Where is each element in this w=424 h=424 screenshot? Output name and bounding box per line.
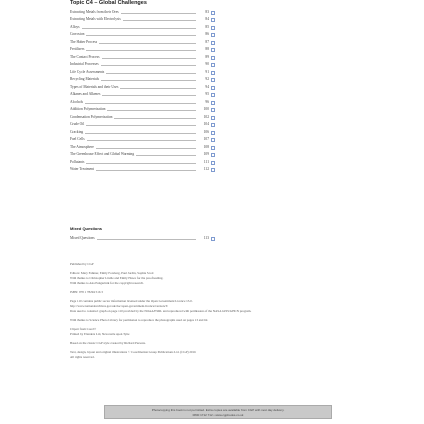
checkbox[interactable]	[211, 237, 215, 241]
toc-row[interactable]	[70, 120, 215, 128]
toc-row[interactable]	[70, 22, 215, 30]
checkbox[interactable]	[211, 18, 215, 22]
dot-leader	[99, 43, 196, 44]
dot-leader	[136, 155, 196, 156]
toc-title: Corrosion	[70, 32, 85, 37]
checkbox[interactable]	[211, 146, 215, 150]
toc-page-number: 83	[205, 9, 209, 14]
toc-title: Life Cycle Assessments	[70, 69, 105, 74]
dot-leader	[82, 28, 196, 29]
toc-page-number: 112	[203, 167, 209, 172]
checkbox[interactable]	[211, 101, 215, 105]
imprint-line: Based on the classic CGP style created by Richard Parsons.	[70, 341, 146, 345]
dot-leader	[123, 20, 196, 21]
toc-page-number: 108	[203, 144, 209, 149]
checkbox[interactable]	[211, 11, 215, 15]
toc-title: Alkanes and Alkenes	[70, 92, 101, 97]
toc-title: The Atmosphere	[70, 144, 94, 149]
photocopy-notice	[104, 405, 332, 419]
imprint-line: Published by CGP	[70, 262, 94, 266]
toc-page-number: 106	[203, 129, 209, 134]
toc-title: The Contact Process	[70, 54, 100, 59]
imprint-line: Data used to construct graph on page 110 provided by the NOAA/ESRL and reproduced with permission of the NASA GISS/GHCN program.	[70, 309, 252, 313]
toc-row[interactable]	[70, 97, 215, 105]
toc-row[interactable]	[70, 7, 215, 15]
dot-leader	[107, 110, 196, 111]
checkbox[interactable]	[211, 153, 215, 157]
toc-title: The Greenhouse Effect and Global Warming	[70, 152, 135, 157]
toc-title: Alcohols	[70, 99, 83, 104]
toc-row[interactable]	[70, 60, 215, 68]
toc-page-number: 84	[205, 17, 209, 22]
toc-title: Types of Materials and their Uses	[70, 84, 119, 89]
toc-title: Extracting Metals from their Ores	[70, 9, 119, 14]
imprint-line: With thanks to Christopher Lindle and Emily Howe for the proofreading.	[70, 276, 164, 280]
toc-page-number: 100	[203, 107, 209, 112]
checkbox[interactable]	[211, 116, 215, 120]
checkbox[interactable]	[211, 138, 215, 142]
dot-leader	[86, 163, 196, 164]
toc-row[interactable]	[70, 150, 215, 158]
toc-title: Mixed Questions	[70, 235, 95, 240]
toc-row[interactable]	[70, 75, 215, 83]
toc-row[interactable]	[70, 45, 215, 53]
checkbox[interactable]	[211, 131, 215, 135]
dot-leader	[86, 35, 196, 36]
dot-leader	[101, 80, 196, 81]
toc-title: Cracking	[70, 129, 84, 134]
toc-row[interactable]	[70, 165, 215, 173]
imprint-line: Page 110 contains public sector information licensed under the Open Government Licence v3.0.	[70, 299, 193, 303]
toc-page-number: 91	[205, 69, 209, 74]
toc-title: The Haber Process	[70, 39, 98, 44]
table-of-contents	[70, 7, 215, 172]
checkbox[interactable]	[211, 33, 215, 37]
toc-page-number: 88	[205, 47, 209, 52]
checkbox[interactable]	[211, 48, 215, 52]
toc-row[interactable]	[70, 67, 215, 75]
section-header: Topic C4 – Global Challenges	[70, 0, 147, 6]
notice-contact: 0800 1712 712 • www.cgpbooks.co.uk	[192, 412, 244, 417]
imprint-line: With thanks to Science Photo Library for permission to reproduce the photographs used on pages 13 and 62.	[70, 318, 209, 322]
toc-page-number: 107	[203, 137, 209, 142]
toc-row[interactable]	[70, 105, 215, 113]
toc-title: Alloys	[70, 24, 80, 29]
imprint-block	[70, 262, 340, 360]
dot-leader	[114, 118, 196, 119]
toc-title: Condensation Polymerisation	[70, 114, 113, 119]
toc-page-number: 95	[205, 92, 209, 97]
dot-leader	[96, 170, 196, 171]
notice-line: Photocopying this book is not permitted. Extra copies are available from CGP with next day delivery.	[151, 408, 285, 412]
dot-leader	[102, 58, 196, 59]
toc-page-number: 86	[205, 32, 209, 37]
checkbox[interactable]	[211, 78, 215, 82]
toc-page-number: 90	[205, 62, 209, 67]
toc-title: Fuel Cells	[70, 137, 85, 142]
toc-row-mixed-questions[interactable]	[70, 233, 215, 241]
imprint-line: Clipart from Corel®	[70, 327, 97, 331]
checkbox[interactable]	[211, 123, 215, 127]
toc-page-number: 104	[203, 122, 209, 127]
toc-title: Fertilisers	[70, 47, 85, 52]
checkbox[interactable]	[211, 56, 215, 60]
imprint-line: Text, design, layout and original illustrations © Coordination Group Publications Ltd. (CGP) 2016	[70, 350, 196, 354]
dot-leader	[121, 13, 196, 14]
imprint-line: ISBN: 978 1 78294 516 3	[70, 290, 103, 294]
toc-row[interactable]	[70, 135, 215, 143]
toc-title: Pollutants	[70, 159, 85, 164]
imprint-line: All rights reserved.	[70, 355, 95, 359]
toc-row[interactable]	[70, 142, 215, 150]
imprint-line: Printed by Elanders Ltd, Newcastle upon Tyne	[70, 332, 130, 336]
imprint-line: http://www.nationalarchives.gov.uk/doc/open-government-licence/version/3/	[70, 304, 168, 308]
toc-page-number: 102	[203, 114, 209, 119]
toc-page-number: 85	[205, 24, 209, 29]
toc-row[interactable]	[70, 112, 215, 120]
dot-leader	[86, 125, 196, 126]
checkbox[interactable]	[211, 108, 215, 112]
toc-page-number: 109	[203, 152, 209, 157]
dot-leader	[106, 73, 196, 74]
toc-row[interactable]	[70, 127, 215, 135]
mixed-questions-heading: Mixed Questions	[70, 226, 103, 231]
checkbox[interactable]	[211, 86, 215, 90]
toc-page-number: 92	[205, 77, 209, 82]
toc-title: Crude Oil	[70, 122, 85, 127]
toc-title: Extracting Metals with Electrolysis	[70, 17, 121, 22]
toc-page-number: 89	[205, 54, 209, 59]
toc-row[interactable]	[70, 52, 215, 60]
dot-leader	[97, 239, 196, 240]
checkbox[interactable]	[211, 161, 215, 165]
checkbox[interactable]	[211, 93, 215, 97]
dot-leader	[101, 65, 196, 66]
toc-row[interactable]	[70, 37, 215, 45]
toc-row[interactable]	[70, 15, 215, 23]
dot-leader	[102, 95, 196, 96]
toc-page-number: 96	[205, 99, 209, 104]
dot-leader	[87, 140, 196, 141]
checkbox[interactable]	[211, 168, 215, 172]
toc-page-number: 111	[203, 159, 209, 164]
dot-leader	[86, 50, 196, 51]
imprint-line: Editors: Mary Falkner, Emily Forsberg, Paul Jordin, Sophie Scott	[70, 271, 154, 275]
toc-page-number: 94	[205, 84, 209, 89]
toc-row[interactable]	[70, 90, 215, 98]
toc-title: Recycling Materials	[70, 77, 100, 82]
checkbox[interactable]	[211, 26, 215, 30]
dot-leader	[120, 88, 196, 89]
toc-page-number: 113	[203, 235, 209, 240]
toc-row[interactable]	[70, 82, 215, 90]
dot-leader	[96, 148, 196, 149]
checkbox[interactable]	[211, 71, 215, 75]
toc-title: Addition Polymerisation	[70, 107, 106, 112]
toc-page-number: 87	[205, 39, 209, 44]
toc-row[interactable]	[70, 157, 215, 165]
checkbox[interactable]	[211, 63, 215, 67]
checkbox[interactable]	[211, 41, 215, 45]
dot-leader	[85, 133, 196, 134]
toc-row[interactable]	[70, 30, 215, 38]
dot-leader	[85, 103, 196, 104]
imprint-line: With thanks to Ana Pungartnik for the copyright research.	[70, 281, 144, 285]
toc-title: Industrial Processes	[70, 62, 99, 67]
toc-title: Water Treatment	[70, 167, 94, 172]
